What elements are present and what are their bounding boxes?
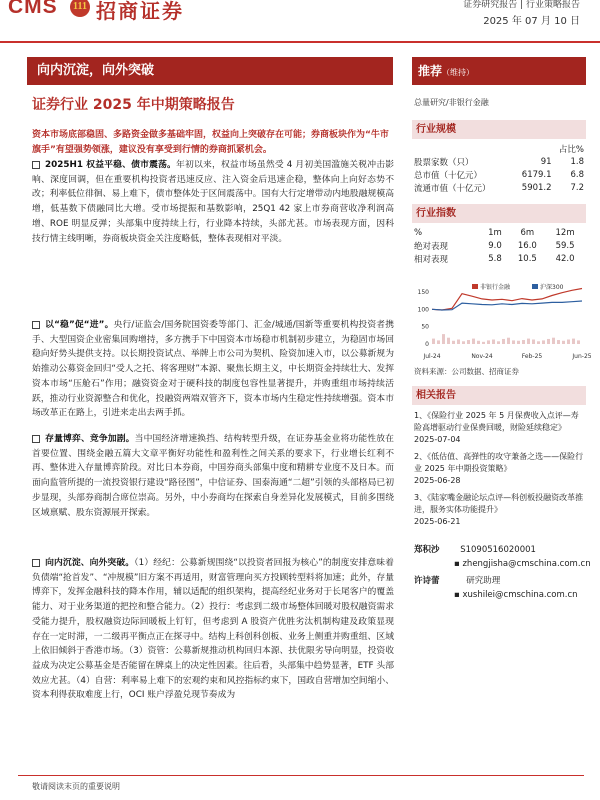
bar <box>492 340 495 345</box>
logo-latin: CMS <box>8 0 58 18</box>
bar <box>472 339 475 344</box>
legend-label: 非银行金融 <box>480 284 511 291</box>
bar <box>557 340 560 344</box>
bar <box>527 339 530 344</box>
footer-divider <box>18 775 584 776</box>
legend-swatch <box>472 284 478 289</box>
related-report[interactable]: 3、《陆家嘴金融论坛点评—科创板投融资改革推进，服务实体功能提升》 2025-06-21 <box>414 493 584 526</box>
bar <box>477 341 480 344</box>
bar <box>482 342 485 344</box>
bar <box>487 340 490 344</box>
bullet-icon <box>32 559 40 567</box>
bar <box>572 339 575 344</box>
bar <box>542 340 545 344</box>
bar <box>507 338 510 344</box>
table-row: 相对表现 5.8 10.5 42.0 <box>414 253 575 265</box>
bar <box>467 340 470 344</box>
rating-note: （维持） <box>442 68 475 77</box>
bar <box>457 340 460 345</box>
index-heading: 行业指数 <box>412 204 586 223</box>
bar <box>437 340 440 344</box>
rating-label: 推荐 <box>418 64 443 78</box>
table-row: 绝对表现 9.0 16.0 59.5 <box>414 240 575 252</box>
logo-chinese: 招商证券 <box>96 0 184 23</box>
bullet-icon <box>32 435 40 443</box>
analyst-name: 郑积沙 <box>414 545 440 555</box>
bar <box>547 339 550 344</box>
x-tick-label: Jul-24 <box>423 353 441 360</box>
y-tick-label: 150 <box>417 289 429 296</box>
analyst-2 <box>414 574 500 586</box>
y-tick-label: 0 <box>425 341 429 348</box>
rating-sector: 总量研究/非银行金融 <box>414 98 489 107</box>
x-tick-label: Nov-24 <box>471 353 493 360</box>
paragraph-1: 2025H1 权益平稳、债市震荡。年初以来，权益市场虽然受 4 月初美国滥施关税冲击影响、深度回调，但在重要机构投资者迅速反应、注入资金后迅速企稳，整体向上向好态势不改；利率低位徘徊、易上难下，债市整体处于区间震荡中。国有大行定增带动内地股融规模高增，低基数下债融同比大增。受市场提振和基数影响，25Q1 42 家上市券商营收净利润高增、ROE 明显反弹；头部集中度持续上行，行业降本持续，头部尤甚。市场表现方面，因科技行情主线明晰，券商板块资金关注度略低，整体表现相对平淡。 <box>32 160 395 244</box>
paragraph-2: 以“稳”促“进”。央行/证监会/国务院国资委等部门、汇金/城通/国新等重要机构投资者携手、大型国资企业密集回购增持，多方携手下中国资本市场稳市机制初步建立，为稳固市场回稳向好势头提供支持。以长期投资试点、举牌上市公司为契机、险资加速入市，以公募新规为始推动公募资金回归“受人之托、将客理财”本源、聚焦长期主义，中长期资金持续壮大、发挥资本市场“压舱石”作用；融资资金对于硬科技的制度包容性显著提升，并购重组市场持续活跃，推动行业资源整合和优化，投融资两端双管齐下，资本市场内生稳定性持续增强。资本市场改革正在路上，引进来走出去两手抓。 <box>32 320 394 419</box>
abstract: 资本市场底部稳固、多路资金做多基础牢固，权益向上突破存在可能；券商板块作为“牛市旗手”有望强势领涨，建议没有享受到行情的券商抓紧机会。 <box>32 130 389 155</box>
bar <box>532 340 535 345</box>
bar <box>537 341 540 344</box>
footer-note: 敬请阅读末页的重要说明 <box>32 782 120 791</box>
bar <box>512 340 515 344</box>
bar <box>577 340 580 344</box>
analyst-email[interactable]: ▪ xushilei@cmschina.com.cn <box>454 590 578 600</box>
bar <box>522 340 525 344</box>
legend-label: 沪深300 <box>540 284 564 291</box>
scale-col-header: 占比% <box>558 144 584 155</box>
bar <box>517 341 520 344</box>
logo-badge-icon: 111 <box>70 0 90 17</box>
rating-banner <box>412 57 586 85</box>
analyst-cert-id: S1090516020001 <box>460 545 536 555</box>
bullet-icon <box>32 321 40 329</box>
scale-heading: 行业规模 <box>412 120 586 139</box>
chart-source: 资料来源：公司数据、招商证券 <box>414 367 519 376</box>
analyst-1 <box>414 543 586 555</box>
doc-type: 证券研究报告 | 行业策略报告 <box>463 0 580 10</box>
analyst-name: 许诗蕾 <box>414 576 440 586</box>
y-tick-label: 50 <box>421 323 429 331</box>
x-tick-label: Jun-25 <box>572 353 592 360</box>
bar <box>502 339 505 344</box>
bar <box>442 334 445 344</box>
legend-swatch <box>532 284 538 289</box>
x-tick-label: Feb-25 <box>521 353 543 360</box>
bar <box>567 340 570 345</box>
series-line <box>432 289 582 311</box>
index-table: % 1m 6m 12m 绝对表现 9.0 16.0 59.5 相对表现 5.8 10.5 42.0 <box>414 226 584 265</box>
report-title: 证券行业 2025 年中期策略报告 <box>32 97 235 113</box>
paragraph-4: 向内沉淀、向外突破。（1）经纪：公募新规围绕“以投资者回报为核心”的制度安排意味着负债端“抢首发”、“冲规模”旧方案不再适用，财富管理向买方投顾转型料将加速；此外，存量博弈下，发挥金融科技的降本作用，辅以适配的组织架构，提高经纪业务对于长尾客户的覆盖能力、对于业务渠道的把控和整合能力。（2）投行：考虑到二级市场整体回暖对股权融资需求受能力提升，股权融资边际回暖板上钉钉，但考虑到 A 股资产优胜劣汰机制构建及政策显现存在一定时滞，一二级再平衡点正在探寻中。结构上科创科创板、业务上侧重并购重组、区域上依旧倾斜于香港市场。（3）资管：公募新规推动机构回归本源、扶优限劣导向明显，投资收益成为决定公募基金是否能留在牌桌上的决定性因素。往后看，头部集中趋势显著，ETF 头部效应尤甚。（4）自营：利率易上难下的宏观约束和风控指标约束下，国政自营增加空间缩小、资本利得获取难度上行，OCI 账户浮盈兑现节奏成为 <box>32 558 394 701</box>
table-row: 股票家数（只） 91 1.8 <box>414 156 584 168</box>
bar <box>462 341 465 344</box>
bar <box>497 341 500 344</box>
index-chart <box>412 282 592 362</box>
bar <box>447 338 450 344</box>
report-date: 2025 年 07 月 10 日 <box>483 16 580 27</box>
analyst-role: 研究助理 <box>466 576 501 586</box>
header-divider <box>0 41 600 43</box>
analyst-email[interactable]: ▪ zhengjisha@cmschina.com.cn <box>454 559 591 569</box>
y-tick-label: 100 <box>417 306 429 314</box>
paragraph-3: 存量博弈、竞争加剧。当中国经济增速换挡、结构转型升级，在证券基金业将功能性放在首要位置、围绕金融五篇大文章平衡好功能性和盈利性之间关系的要求下，行业增长红利不再、整体进入存量博弈阶段。对比日本券商，中国券商头部集中度和精耕专业度不及日本。而面向监管所提的一流投资银行建设“路径图”，中信证券、国泰海通“二超”引领的头部格局已初步显现，头部券商制合席位崇高。另外，中小券商均在探索自身差异化发展模式，目前多围绕区域禀赋、股东资源展开探索。 <box>32 434 394 518</box>
related-heading: 相关报告 <box>412 386 586 405</box>
scale-table <box>414 142 584 194</box>
bar <box>432 339 435 344</box>
mail-icon: ▪ <box>454 559 460 569</box>
table-row: 流通市值（十亿元） 5901.2 7.2 <box>414 182 584 194</box>
mail-icon: ▪ <box>454 590 460 600</box>
related-report[interactable]: 2、《低估值、高弹性的攻守兼备之选——保险行业 2025 年中期投资策略》 2025-06-28 <box>414 452 584 485</box>
table-row: 总市值（十亿元） 6179.1 6.8 <box>414 169 584 181</box>
bar <box>562 341 565 344</box>
headline-banner: 向内沉淀，向外突破 <box>27 57 393 85</box>
bar <box>552 338 555 344</box>
related-report[interactable]: 1、《保险行业 2025 年 5 月保费收入点评—寿险高增驱动行业保费回暖，财险延续稳定》 2025-07-04 <box>414 411 579 444</box>
bar <box>452 341 455 344</box>
bullet-icon <box>32 161 40 169</box>
